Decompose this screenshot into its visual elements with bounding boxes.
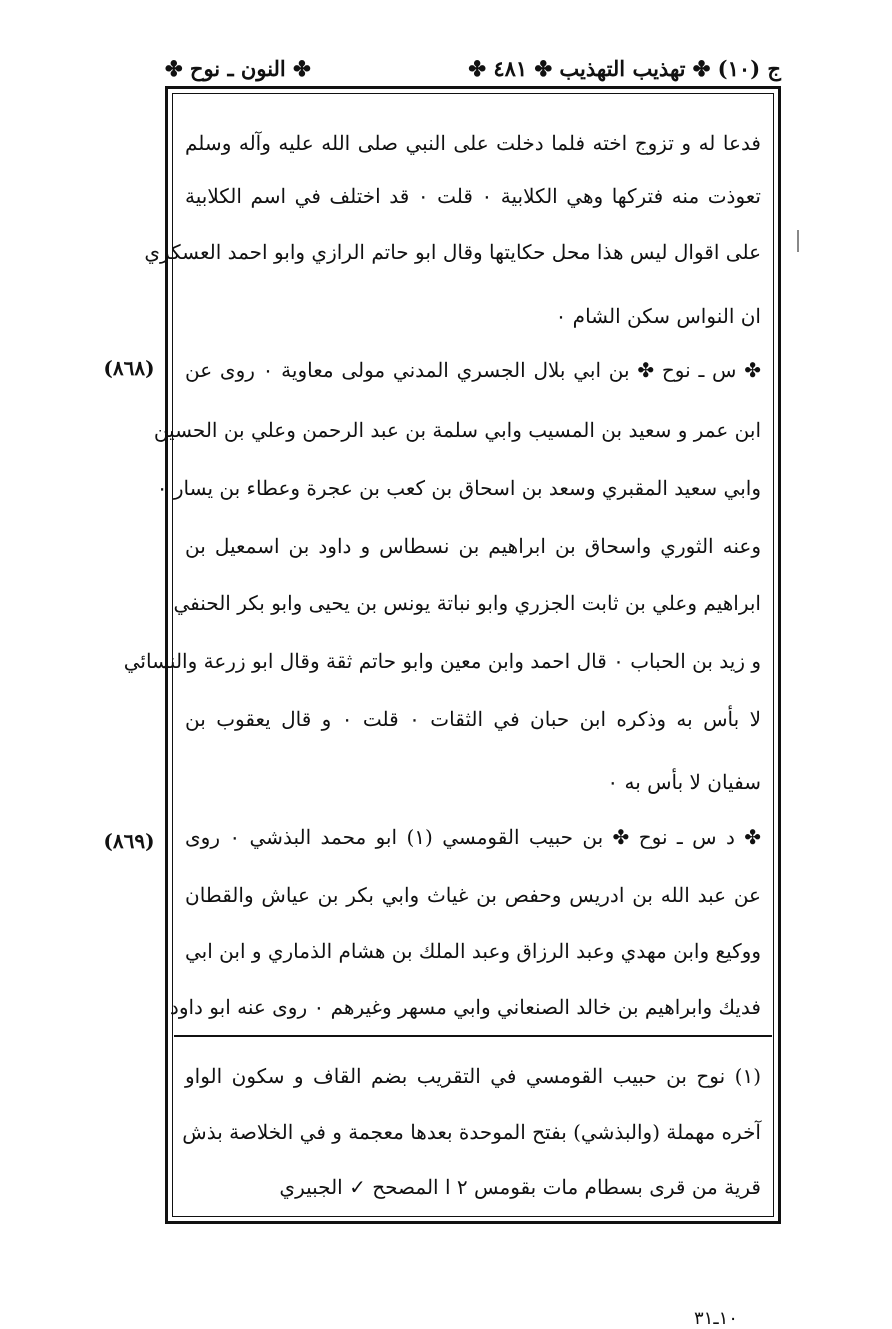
text-line: سفيان لا بأس به ٠ xyxy=(607,770,761,794)
page-number: ١٠ـ٣١ xyxy=(694,1308,738,1329)
text-line: تعوذت منه فتركها وهي الكلابية ٠ قلت ٠ قد اختلف في اسم الكلابية xyxy=(185,184,761,208)
text-line: على اقوال ليس هذا محل حكايتها وقال ابو حاتم الرازي وابو احمد العسكري xyxy=(144,240,761,264)
text-line: و زيد بن الحباب ٠ قال احمد وابن معين وابو حاتم ثقة وقال ابو زرعة والنسائي xyxy=(123,649,761,673)
footnote-line: آخره مهملة (والبذشي) بفتح الموحدة بعدها معجمة و في الخلاصة بذش xyxy=(182,1120,761,1144)
entry-heading-line: ✤ د س ـ نوح ✤ بن حبيب القومسي (١) ابو محمد البذشي ٠ روى xyxy=(185,825,762,849)
text-line: وعنه الثوري واسحاق بن ابراهيم بن نسطاس و داود بن اسمعيل بن xyxy=(185,534,761,558)
text-line: فدعا له و تزوج اخته فلما دخلت على النبي صلى الله عليه وآله وسلم xyxy=(185,131,761,155)
entry-number: (٨٦٩) xyxy=(103,829,155,853)
text-line: وابي سعيد المقبري وسعد بن اسحاق بن كعب بن عجرة وعطاء بن يسار ٠ xyxy=(156,476,761,500)
margin-mark xyxy=(797,230,799,252)
text-line: لا بأس به وذكره ابن حبان في الثقات ٠ قلت ٠ و قال يعقوب بن xyxy=(185,707,761,731)
running-header-section: ✤ النون ـ نوح ✤ xyxy=(165,55,311,81)
running-header xyxy=(165,46,781,90)
text-line: ان النواس سكن الشام ٠ xyxy=(555,304,761,328)
text-line: ووكيع وابن مهدي وعبد الرزاق وعبد الملك بن هشام الذماري و ابن ابي xyxy=(185,939,761,963)
entry-heading-line: ✤ س ـ نوح ✤ بن ابي بلال الجسري المدني مولى معاوية ٠ روى عن xyxy=(185,358,761,382)
footnote-line: (١) نوح بن حبيب القومسي في التقريب بضم القاف و سكون الواو xyxy=(185,1064,761,1088)
text-line: ابراهيم وعلي بن ثابت الجزري وابو نباتة يونس بن يحيى وابو بكر الحنفي xyxy=(173,591,761,615)
text-line: فديك وابراهيم بن خالد الصنعاني وابي مسهر وغيرهم ٠ روى عنه ابو داود xyxy=(169,995,761,1019)
text-line: ابن عمر و سعيد بن المسيب وابي سلمة بن عبد الرحمن وعلي بن الحسين xyxy=(153,418,761,442)
text-line: عن عبد الله بن ادريس وحفص بن غياث وابي بكر بن عياش والقطان xyxy=(185,883,761,907)
footnote-line: قرية من قرى بسطام مات بقومس ٢ ا المصحح ✓ الجبيري xyxy=(279,1175,761,1199)
entry-number: (٨٦٨) xyxy=(103,356,155,380)
footnote-rule xyxy=(174,1035,772,1037)
running-header-title: ج (١٠) ✤ تهذيب التهذيب ✤ ٤٨١ ✤ xyxy=(468,55,781,81)
